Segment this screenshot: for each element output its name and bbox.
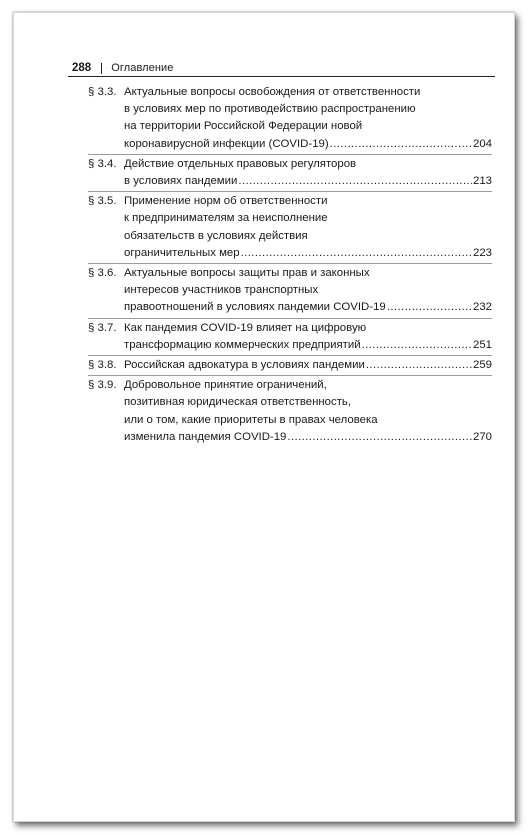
running-head-title: Оглавление (111, 62, 174, 74)
toc-title-line: правоотношений в условиях пандемии COVID-19 (124, 301, 386, 314)
toc-title-line: на территории Российской Федерации новой (124, 120, 363, 133)
toc-entry-title (124, 156, 492, 190)
toc-entry-title (124, 193, 492, 262)
toc-entry-title (124, 320, 492, 354)
dot-leader (366, 357, 472, 374)
toc-entry (88, 355, 492, 374)
toc-entry (88, 375, 492, 446)
toc-title-line: позитивная юридическая ответственность, (124, 396, 352, 409)
toc-entry (88, 191, 492, 262)
toc-entry-number: § 3.7. (88, 321, 117, 334)
table-of-contents (88, 84, 492, 446)
dot-leader (287, 429, 472, 446)
toc-entry-number: § 3.3. (88, 86, 117, 98)
toc-entry-title (124, 377, 492, 446)
toc-page-number: 270 (472, 430, 492, 443)
toc-entry-number: § 3.5. (88, 195, 117, 208)
toc-entry (88, 154, 492, 190)
toc-title-line: трансформацию коммерческих предприятий (124, 338, 361, 351)
toc-title-line: интересов участников транспортных (124, 284, 319, 297)
dot-leader (387, 299, 472, 316)
toc-entry-number: § 3.9. (88, 379, 117, 392)
running-head (72, 60, 492, 76)
toc-page-number: 259 (472, 359, 492, 372)
toc-page-number: 204 (472, 137, 492, 150)
toc-entry (88, 84, 492, 153)
toc-title-last-line (124, 173, 492, 190)
toc-title-line: изменила пандемия COVID-19 (124, 430, 287, 443)
toc-title-line: коронавирусной инфекции (COVID-19) (124, 137, 329, 150)
toc-entry-title (124, 265, 492, 317)
toc-title-line: обязательств в условиях действия (124, 229, 308, 242)
dot-leader (330, 136, 472, 153)
toc-title-line: или о том, какие приоритеты в правах человека (124, 413, 378, 426)
toc-page-number: 223 (472, 246, 492, 259)
toc-page-number: 232 (472, 301, 492, 314)
toc-title-line: Добровольное принятие ограничений, (124, 379, 327, 392)
header-rule (68, 76, 495, 77)
toc-title-line: Актуальные вопросы защиты прав и законных (124, 267, 370, 280)
toc-entry (88, 318, 492, 354)
book-page (13, 12, 515, 822)
toc-title-last-line (124, 245, 492, 262)
toc-title-line: ограничительных мер (124, 246, 240, 259)
dot-leader (362, 337, 472, 354)
page-number: 288 (72, 62, 92, 74)
toc-title-line: в условиях мер по противодействию распространению (124, 103, 416, 116)
toc-title-line: Действие отдельных правовых регуляторов (124, 157, 357, 170)
toc-title-line: Применение норм об ответственности (124, 195, 328, 208)
dot-leader (241, 245, 472, 262)
toc-entry-title (124, 84, 492, 153)
toc-entry-number: § 3.4. (88, 157, 117, 170)
toc-page-number: 213 (472, 175, 492, 188)
toc-entry (88, 263, 492, 317)
toc-entry-title (124, 357, 492, 374)
toc-title-last-line (124, 337, 492, 354)
header-separator (101, 63, 102, 74)
dot-leader (238, 173, 472, 190)
toc-title-line: в условиях пандемии (124, 175, 238, 188)
toc-page-number: 251 (472, 338, 492, 351)
toc-title-line: к предпринимателям за неисполнение (124, 212, 328, 225)
toc-title-line: Как пандемия COVID-19 влияет на цифровую (124, 321, 367, 334)
toc-entry-number: § 3.6. (88, 267, 117, 280)
toc-title-last-line (124, 429, 492, 446)
toc-entry-number: § 3.8. (88, 359, 117, 372)
toc-title-last-line (124, 136, 492, 153)
toc-title-last-line (124, 357, 492, 374)
toc-title-line: Актуальные вопросы освобождения от ответственности (124, 86, 421, 98)
toc-title-line: Российская адвокатура в условиях пандемии (124, 359, 365, 372)
toc-title-last-line (124, 299, 492, 316)
